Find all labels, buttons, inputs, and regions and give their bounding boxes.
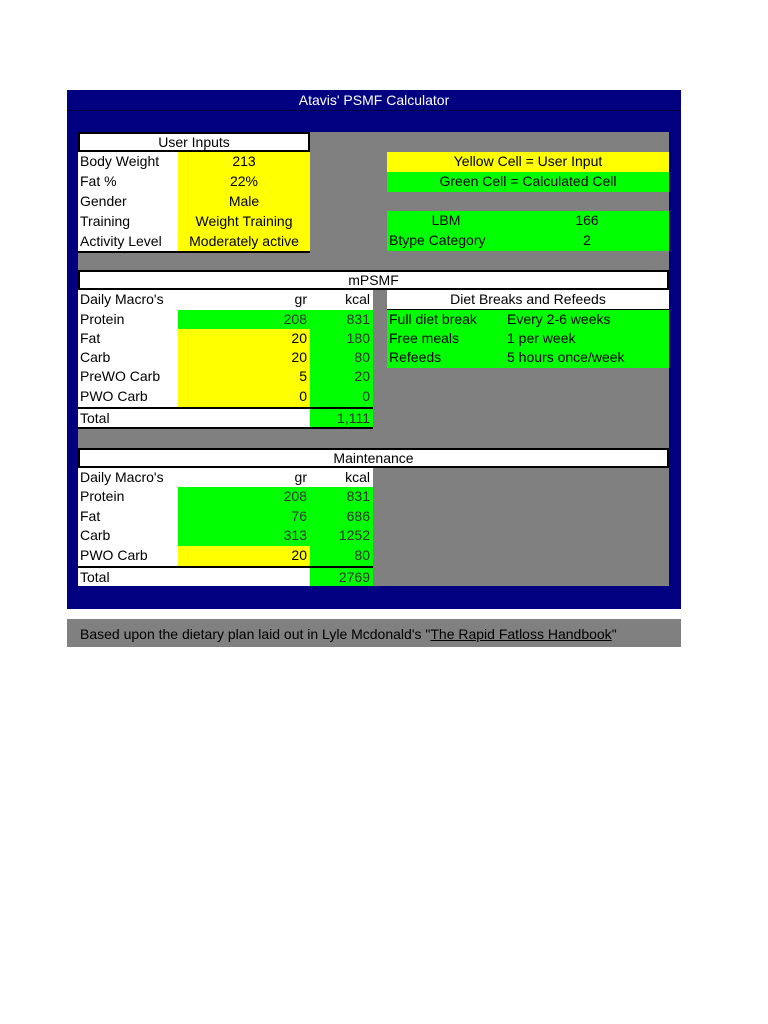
input-body-weight[interactable]: 213 [178,152,310,172]
input-activity-level[interactable]: Moderately active [178,232,310,253]
mpsmf-col-gr: gr [178,290,310,310]
handbook-link[interactable]: The Rapid Fatloss Handbook [430,626,612,642]
legend-green: Green Cell = Calculated Cell [387,172,669,192]
mpsmf-protein-kcal: 831 [310,310,373,330]
maint-carb-kcal: 1252 [310,526,373,546]
mpsmf-carb-kcal: 80 [310,348,373,368]
maint-protein-label: Protein [78,487,178,507]
input-gender[interactable]: Male [178,192,310,212]
maint-protein-gr: 208 [178,487,310,507]
maint-carb-label: Carb [78,526,178,546]
mpsmf-prewo-carb-kcal: 20 [310,367,373,387]
mpsmf-col-kcal: kcal [310,290,373,310]
mpsmf-total-kcal: 1,111 [310,407,373,429]
maint-col-kcal: kcal [310,468,373,488]
input-label-body-weight: Body Weight [78,152,178,172]
maint-col-label: Daily Macro's [78,468,178,488]
diet-break-value: Every 2-6 weeks [505,310,669,330]
mpsmf-protein-gr: 208 [178,310,310,330]
mpsmf-total-label: Total [78,407,310,429]
input-fat-percent[interactable]: 22% [178,172,310,192]
footer-note [67,619,681,647]
calculator-title: Atavis' PSMF Calculator [67,90,681,111]
legend-yellow: Yellow Cell = User Input [387,152,669,172]
free-meals-value: 1 per week [505,329,669,349]
mpsmf-pwo-carb-label: PWO Carb [78,387,178,407]
input-label-training: Training [78,212,178,232]
footer-prefix: Based upon the dietary plan laid out in Lyle Mcdonald's " [80,626,431,642]
mpsmf-pwo-carb-kcal: 0 [310,387,373,407]
maint-carb-gr: 313 [178,526,310,546]
maint-protein-kcal: 831 [310,487,373,507]
maintenance-header: Maintenance [78,448,669,468]
btype-value: 2 [505,231,669,251]
mpsmf-header: mPSMF [78,270,669,290]
user-inputs-header: User Inputs [78,132,310,152]
diet-breaks-header: Diet Breaks and Refeeds [387,290,669,310]
free-meals-label: Free meals [387,329,505,349]
refeeds-label: Refeeds [387,348,505,368]
maint-total-label: Total [78,566,310,586]
mpsmf-col-label: Daily Macro's [78,290,178,310]
mpsmf-carb-gr[interactable]: 20 [178,348,310,368]
diet-break-label: Full diet break [387,310,505,330]
calculator-frame [67,90,681,609]
refeeds-value: 5 hours once/week [505,348,669,368]
maint-pwo-carb-kcal: 80 [310,546,373,566]
mpsmf-pwo-carb-gr[interactable]: 0 [178,387,310,407]
maint-total-kcal: 2769 [310,566,373,586]
maint-fat-label: Fat [78,507,178,527]
mpsmf-fat-gr[interactable]: 20 [178,329,310,349]
mpsmf-protein-label: Protein [78,310,178,330]
input-training[interactable]: Weight Training [178,212,310,232]
maint-col-gr: gr [178,468,310,488]
input-label-fat-percent: Fat % [78,172,178,192]
mpsmf-carb-label: Carb [78,348,178,368]
footer-suffix: " [611,626,617,642]
calculator-panel [78,132,669,586]
btype-label: Btype Category [387,231,505,251]
input-label-activity-level: Activity Level [78,232,178,253]
mpsmf-prewo-carb-label: PreWO Carb [78,367,178,387]
lbm-value: 166 [505,211,669,231]
mpsmf-fat-kcal: 180 [310,329,373,349]
maint-pwo-carb-gr[interactable]: 20 [178,546,310,566]
mpsmf-prewo-carb-gr[interactable]: 5 [178,367,310,387]
maint-fat-gr: 76 [178,507,310,527]
maint-fat-kcal: 686 [310,507,373,527]
maint-pwo-carb-label: PWO Carb [78,546,178,566]
lbm-label: LBM [387,211,505,231]
input-label-gender: Gender [78,192,178,212]
mpsmf-fat-label: Fat [78,329,178,349]
